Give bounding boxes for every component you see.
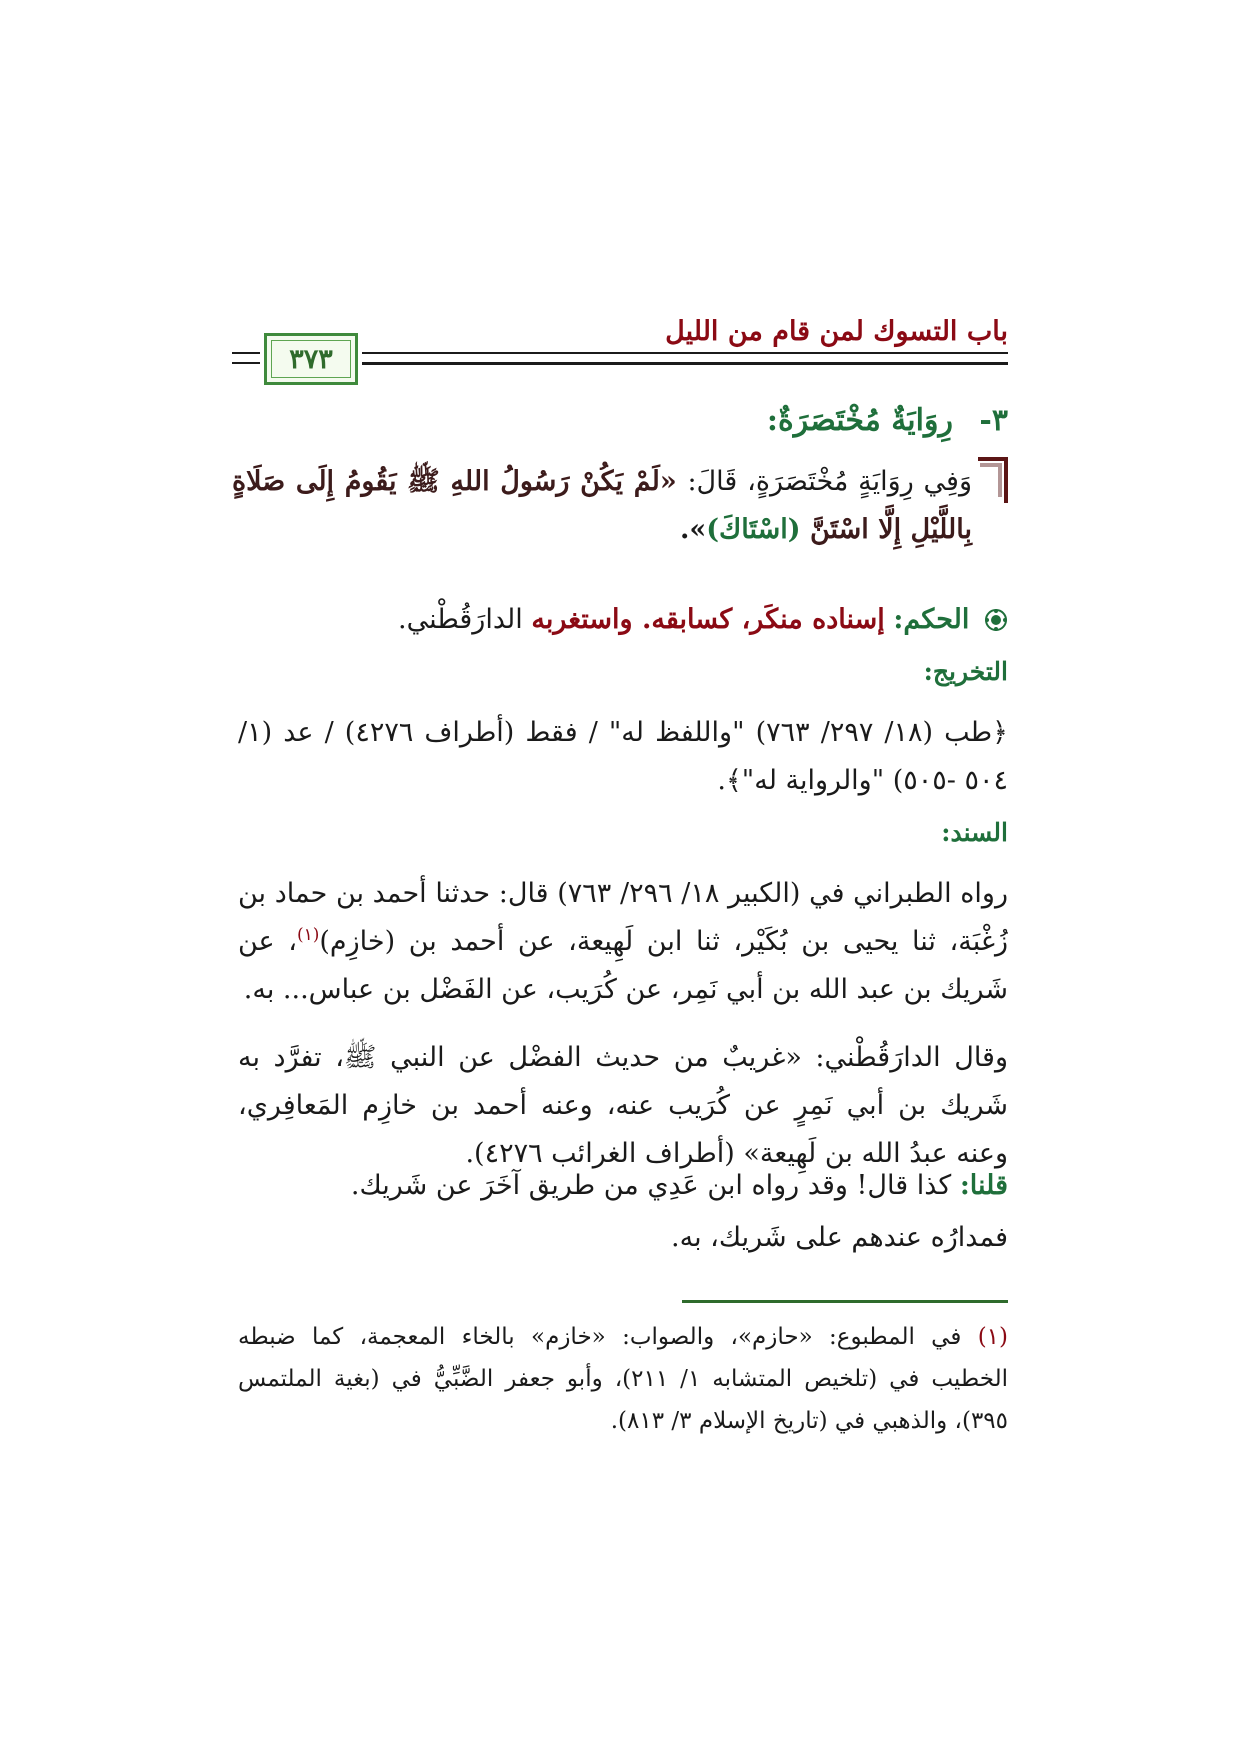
hadith-body: «لَمْ يَكُنْ رَسُولُ اللهِ ﷺ يَقُومُ إِلَى صَلَاةٍ بِاللَّيْلِ إِلَّا اسْتَنَّ [232,466,972,545]
hadith-intro: وَفِي رِوَايَةٍ مُخْتَصَرَةٍ، قَالَ: [687,466,973,497]
header-rule-left-bottom [232,362,260,364]
page-number: ٣٧٣ [289,343,333,375]
footnote-number: (١) [977,1324,1009,1350]
hadith-close: ». [679,514,707,545]
hadith-alt-word: (اسْتَاكَ) [706,514,801,545]
section-title: رِوَايَةٌ مُخْتَصَرَةٌ: [766,403,953,438]
takhrij-heading: التخريج: [923,657,1008,686]
qulna-label: قلنا: [959,1170,1008,1201]
qulna-line [351,1170,1008,1201]
ruling-line [398,604,1008,635]
takhrij-text: ﴿طب (١٨/ ٢٩٧/ ٧٦٣) "واللفظ له" / فقط (أطراف ٤٢٧٦) / عد (١/ ٥٠٤ -٥٠٥) "والرواية له"﴾. [238,717,1008,796]
sanad-heading: السند: [941,818,1008,847]
section-heading [767,403,1008,438]
footnote-ref[interactable]: (١) [296,925,320,945]
sanad-text-after: ، عن شَريك بن عبد الله بن أبي نَمِر، عن كُرَيب، عن الفَضْل بن عباس... به. [238,926,1008,1005]
ruling-text: إسناده منكَر، كسابقه. واستغربه [531,604,885,635]
corner-ornament-icon [978,457,1008,503]
ruling-label: الحكم: [893,604,970,635]
qulna-text: كذا قال! وقد رواه ابن عَدِي من طريق آخَرَ عن شَريك. [350,1170,952,1201]
ruling-author: الدارَقُطْني. [398,604,523,635]
hadith-text [232,458,972,554]
chapter-title: باب التسوك لمن قام من الليل [665,316,1008,347]
madar-line: فمدارُه عندهم على شَريك، به. [671,1222,1008,1253]
footnote-separator [682,1300,1008,1303]
page-number-box [264,333,358,385]
header-rule-left-top [232,352,260,354]
header-rule-right-top [362,352,1008,354]
sanad-text [238,870,1008,1014]
footnote [238,1316,1008,1442]
section-number: ٣- [979,403,1008,438]
daraqutni-quote: وقال الدارَقُطْني: «غريبٌ من حديث الفضْل عن النبي ﷺ، تفرَّد به شَريك بن أبي نَمِرٍ عن كُرَيب عنه، وعنه أحمد بن خازِم المَعافِري، وعنه عبدُ الله بن لَهِيعة» (أطراف الغرائب ٤٢٧٦). [238,1042,1008,1169]
sanad-text-before: رواه الطبراني في (الكبير ١٨/ ٢٩٦/ ٧٦٣) قال: حدثنا أحمد بن حماد بن زُغْبَة، ثنا يحيى بن بُكَيْر، ثنا ابن لَهِيعة، عن أحمد بن (خازِم) [238,878,1008,957]
footnote-text: في المطبوع: «حازم»، والصواب: «خازم» بالخاء المعجمة، كما ضبطه الخطيب في (تلخيص المتشابه ١/ ٢١١)، وأبو جعفر الضَّبِّيُّ في (بغية الملتمس ٣٩٥)، والذهبي في (تاريخ الإسلام ٣/ ٨١٣). [238,1324,1008,1434]
flower-ornament-icon [984,608,1008,632]
header-rule-right-bottom [362,362,1008,365]
